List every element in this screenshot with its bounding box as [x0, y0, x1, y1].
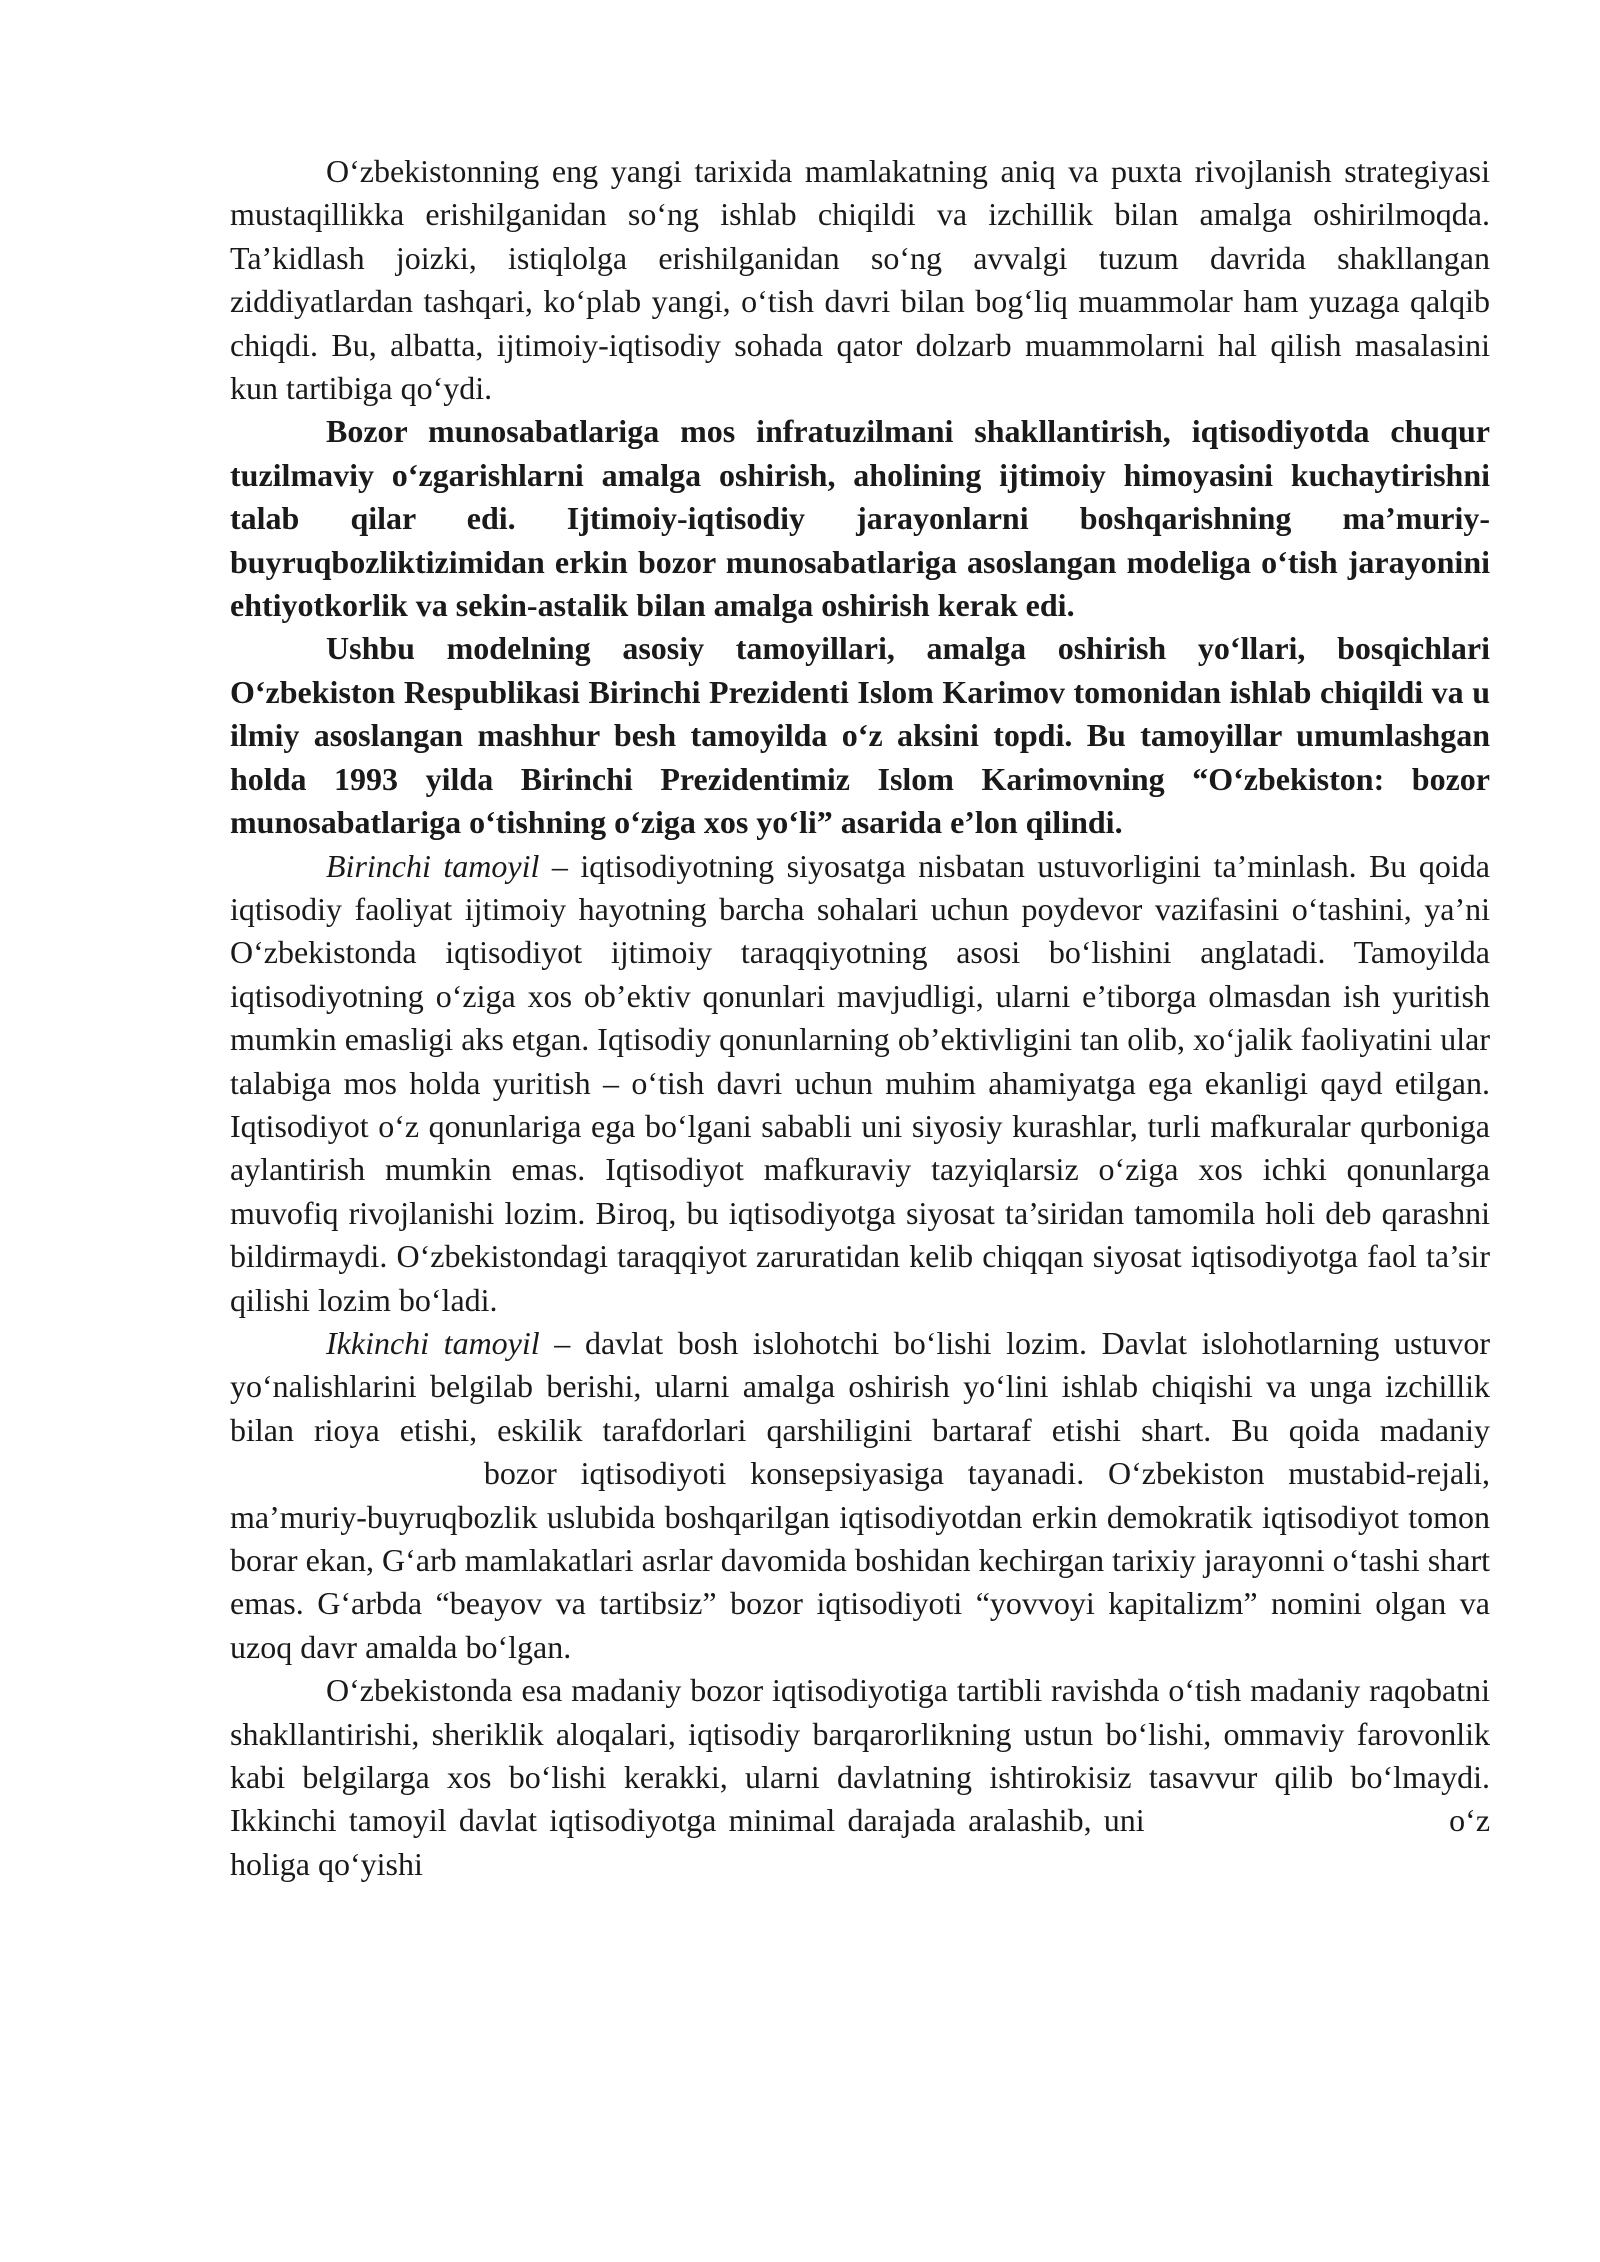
cultural-market-text-continued: o‘z holiga qo‘yishi [230, 1802, 1491, 1882]
first-principle-lead: Birinchi tamoyil [326, 847, 540, 884]
paragraph-intro: O‘zbekistonning eng yangi tarixida mamlakatning aniq va puxta rivojlanish strategiyasi mustaqillikka erishilganidan so‘ng ishlab chiqildi va izchillik bilan amalga oshirilmoqda. Ta’kidlash joizki, istiqlolga erishilganidan so‘ng avvalgi tuzum davrida shakllangan ziddiyatlardan tashqari, ko‘plab yangi, o‘tish davri bilan bog‘liq muammolar ham yuzaga qalqib chiqdi. Bu, albatta, ijtimoiy-iqtisodiy sohada qator dolzarb muammolarni hal qilish masalasini kun tartibiga qo‘ydi. [230, 153, 1490, 407]
second-principle-lead: Ikkinchi tamoyil [326, 1324, 540, 1361]
document-page [230, 150, 1490, 1886]
paragraph-model-principles: Ushbu modelning asosiy tamoyillari, amalga oshirish yo‘llari, bosqichlari O‘zbekiston Respublikasi Birinchi Prezidenti Islom Karimov tomonidan ishlab chiqildi va u ilmiy asoslangan mashhur besh tamoyilda o‘z aksini topdi. Bu tamoyillar umumlashgan holda 1993 yilda Birinchi Prezidentimiz Islom Karimovning “O‘zbekiston: bozor munosabatlariga o‘tishning o‘ziga xos yo‘li” asarida e’lon qilindi. [230, 630, 1490, 841]
second-principle-text-continued: bozor iqtisodiyoti konsepsiyasiga tayanadi. O‘zbekiston mustabid-rejali, ma’muriy-buyruqbozlik uslubida boshqarilgan iqtisodiyotdan erkin demokratik iqtisodiyot tomon borar ekan, G‘arb mamlakatlari asrlar davomida boshidan kechirgan tarixiy jarayonni o‘tashi shart emas. G‘arbda “beayov va tartibsiz” bozor iqtisodiyoti “yovvoyi kapitalizm” nomini olgan va uzoq davr amalda bo‘lgan. [230, 1455, 1491, 1665]
second-principle-text: – davlat bosh islohotchi bo‘lishi lozim. Davlat islohotlarning ustuvor yo‘nalishlarini belgilab berishi, ularni amalga oshirish yo‘lini ishlab chiqishi va unga izchillik bilan rioya etishi, eskilik tarafdorlari qarshiligini bartaraf etishi shart. Bu qoida madaniy [230, 1324, 1491, 1448]
paragraph-cultural-market [230, 1669, 1490, 1886]
first-principle-text: – iqtisodiyotning siyosatga nisbatan ustuvorligini ta’minlash. Bu qoida iqtisodiy faoliyat ijtimoiy hayotning barcha sohalari uchun poydevor vazifasini o‘tashini, ya’ni O‘zbekistonda iqtisodiyot ijtimoiy taraqqiyotning asosi bo‘lishini anglatadi. Tamoyilda iqtisodiyotning o‘ziga xos ob’ektiv qonunlari mavjudligi, ularni e’tiborga olmasdan ish yuritish mumkin emasligi aks etgan. Iqtisodiy qonunlarning ob’ektivligini tan olib, xo‘jalik faoliyatini ular talabiga mos holda yuritish – o‘tish davri uchun muhim ahamiyatga ega ekanligi qayd etilgan. Iqtisodiyot o‘z qonunlariga ega bo‘lgani sababli uni siyosiy kurashlar, turli mafkuralar qurboniga aylantirish mumkin emas. Iqtisodiyot mafkuraviy tazyiqlarsiz o‘ziga xos ichki qonunlarga muvofiq rivojlanishi lozim. Biroq, bu iqtisodiyotga siyosat ta’siridan tamomila holi deb qarashni bildirmaydi. O‘zbekistondagi taraqqiyot zaruratidan kelib chiqqan siyosat iqtisodiyotga faol ta’sir qilishi lozim bo‘ladi. [230, 847, 1491, 1318]
cultural-market-text: O‘zbekistonda esa madaniy bozor iqtisodiyotiga tartibli ravishda o‘tish madaniy raqobatni shakllantirishi, sheriklik aloqalari, iqtisodiy barqarorlikning ustun bo‘lishi, ommaviy farovonlik kabi belgilarga xos bo‘lishi kerakki, ularni davlatning ishtirokisiz tasavvur qilib bo‘lmaydi. Ikkinchi tamoyil davlat iqtisodiyotga minimal darajada aralashib, uni [230, 1672, 1490, 1839]
paragraph-market-infrastructure: Bozor munosabatlariga mos infratuzilmani shakllantirish, iqtisodiyotda chuqur tuzilmaviy o‘zgarishlarni amalga oshirish, aholining ijtimoiy himoyasini kuchaytirishni talab qilar edi. Ijtimoiy-iqtisodiy jarayonlarni boshqarishning ma’muriy-buyruqbozliktizimidan erkin bozor munosabatlariga asoslangan modeliga o‘tish jarayonini ehtiyotkorlik va sekin-astalik bilan amalga oshirish kerak edi. [230, 413, 1490, 624]
paragraph-first-principle [230, 845, 1490, 1322]
paragraph-second-principle [230, 1322, 1490, 1669]
